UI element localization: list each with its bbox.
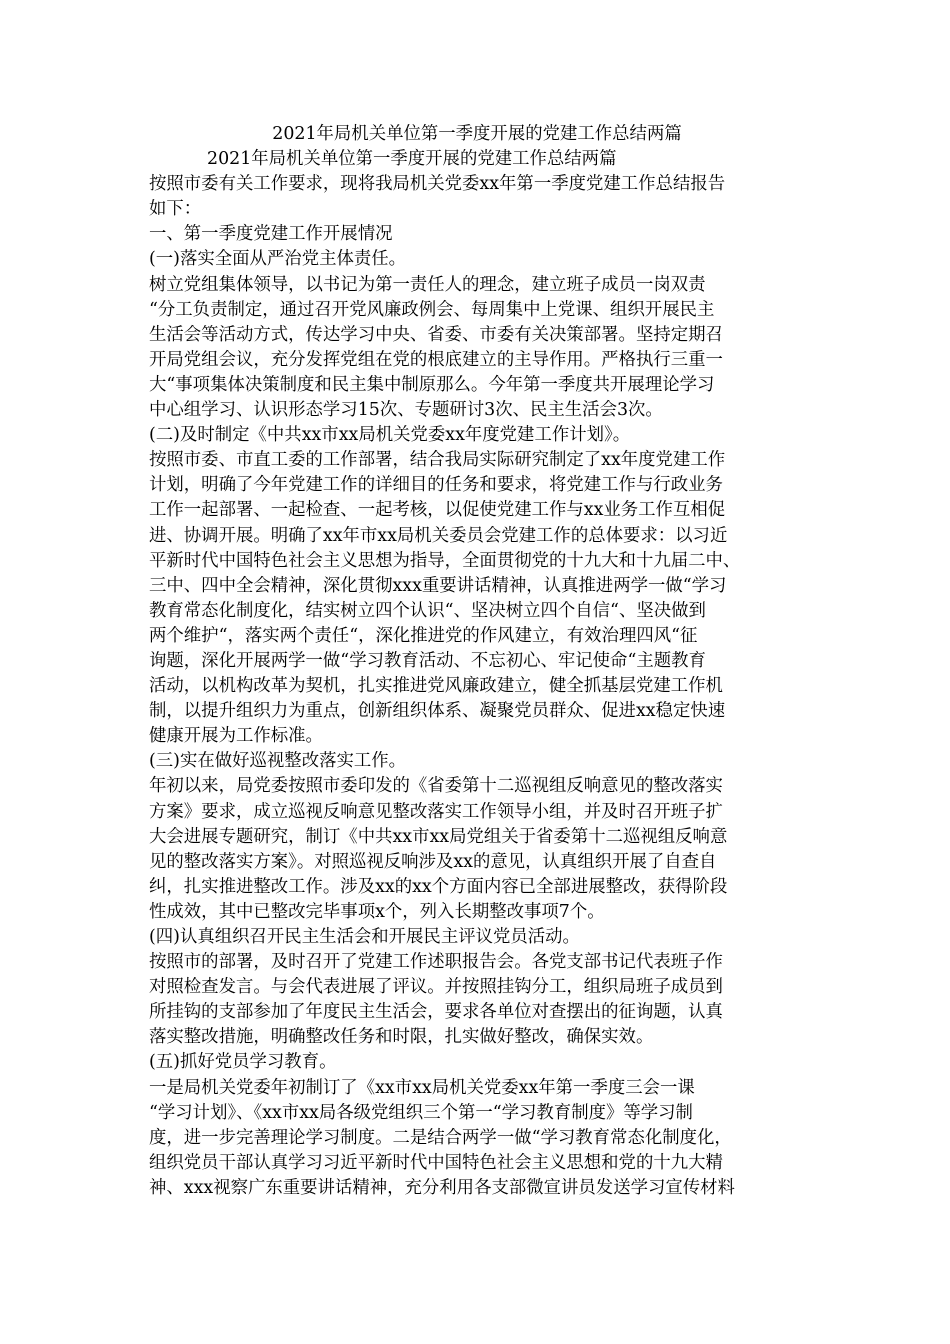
text-line: 平新时代中国特色社会主义思想为指导，全面贯彻党的十九大和十九届二中、 — [149, 550, 741, 571]
text-line: 性成效，其中已整改完毕事项x个，列入长期整改事项7个。 — [149, 901, 605, 922]
text-line: 树立党组集体领导，以书记为第一责任人的理念，建立班子成员一岗双责 — [149, 274, 706, 295]
text-line: (四)认真组织召开民主生活会和开展民主评议党员活动。 — [149, 927, 580, 947]
text-line: 大会进展专题研究，制订《中共xx市xx局党组关于省委第十二巡视组反响意 — [149, 826, 728, 847]
document-body — [149, 172, 805, 1201]
text-line: (五)抓好党员学习教育。 — [149, 1052, 337, 1073]
text-line: (一)落实全面从严治党主体责任。 — [149, 249, 407, 270]
text-line: 制，以提升组织力为重点，创新组织体系、凝聚党员群众、促进xx稳定快速 — [149, 701, 726, 722]
text-line: 大“事项集体决策制度和民主集中制原那么。今年第一季度共开展理论学习 — [149, 374, 715, 395]
document-title: 2021年局机关单位第一季度开展的党建工作总结两篇 — [272, 124, 682, 144]
text-line: (二)及时制定《中共xx市xx局机关党委xx年度党建工作计划》。 — [149, 425, 631, 446]
text-line: “学习计划》、《xx市xx局各级党组织三个第一“学习教育制度》等学习制 — [149, 1102, 693, 1123]
text-line: 度，进一步完善理论学习制度。二是结合两学一做“学习教育常态化制度化， — [149, 1127, 732, 1148]
text-line: 健康开展为工作标准。 — [149, 726, 323, 747]
text-line: 询题，深化开展两学一做“学习教育活动、不忘初心、牢记使命“主题教育 — [149, 650, 706, 671]
text-line: 落实整改措施，明确整改任务和时限，扎实做好整改，确保实效。 — [149, 1027, 654, 1048]
text-line: 工作一起部署、一起检查、一起考核，以促使党建工作与xx业务工作互相促 — [149, 500, 726, 521]
text-line: 按照市委、市直工委的工作部署，结合我局实际研究制定了xx年度党建工作 — [149, 450, 726, 471]
text-line: 按照市委有关工作要求，现将我局机关党委xx年第一季度党建工作总结报告 — [149, 174, 726, 195]
text-line: 所挂钩的支部参加了年度民主生活会，要求各单位对查摆出的征询题，认真 — [149, 1002, 723, 1023]
text-line: 两个维护“，落实两个责任“，深化推进党的作风建立，有效治理四风“征 — [149, 625, 698, 646]
text-line: 开局党组会议，充分发挥党组在党的根底建立的主导作用。严格执行三重一 — [149, 349, 723, 370]
text-line: 三中、四中全会精神，深化贯彻xxx重要讲话精神，认真推进两学一做“学习 — [149, 575, 727, 596]
text-line: 纠，扎实推进整改工作。涉及xx的xx个方面内容已全部进展整改，获得阶段 — [149, 876, 728, 897]
text-line: 神、xxx视察广东重要讲话精神，充分利用各支部微宣讲员发送学习宣传材料 — [149, 1177, 735, 1198]
document-page — [149, 122, 805, 1201]
text-line: 生活会等活动方式，传达学习中央、省委、市委有关决策部署。坚持定期召 — [149, 324, 723, 345]
text-line: 教育常态化制度化，结实树立四个认识“、坚决树立四个自信“、坚决做到 — [149, 600, 706, 621]
text-line: 一是局机关党委年初制订了《xx市xx局机关党委xx年第一季度三会一课 — [149, 1077, 695, 1098]
document-subtitle: 2021年局机关单位第一季度开展的党建工作总结两篇 — [207, 149, 617, 170]
text-line: 中心组学习、认识形态学习15次、专题研讨3次、民主生活会3次。 — [149, 400, 663, 421]
text-line: 方案》要求，成立巡视反响意见整改落实工作领导小组，并及时召开班子扩 — [149, 801, 723, 822]
text-line: 如下： — [149, 199, 202, 220]
text-line: 年初以来，局党委按照市委印发的《省委第十二巡视组反响意见的整改落实 — [149, 776, 723, 797]
text-line: 见的整改落实方案》。对照巡视反响涉及xx的意见，认真组织开展了自查自 — [149, 851, 717, 872]
text-line: 进、协调开展。明确了xx年市xx局机关委员会党建工作的总体要求：以习近 — [149, 525, 728, 546]
text-line: (三)实在做好巡视整改落实工作。 — [149, 751, 407, 772]
text-line: 组织党员干部认真学习习近平新时代中国特色社会主义思想和党的十九大精 — [149, 1152, 723, 1173]
text-line: 活动，以机构改革为契机，扎实推进党风廉政建立，健全抓基层党建工作机 — [149, 676, 723, 697]
text-line: 一、第一季度党建工作开展情况 — [149, 224, 393, 245]
text-line: 按照市的部署，及时召开了党建工作述职报告会。各党支部书记代表班子作 — [149, 952, 723, 973]
text-line: 对照检查发言。与会代表进展了评议。并按照挂钩分工，组织局班子成员到 — [149, 977, 723, 998]
text-line: “分工负责制定，通过召开党风廉政例会、每周集中上党课、组织开展民主 — [149, 299, 715, 320]
text-line: 计划，明确了今年党建工作的详细目的任务和要求，将党建工作与行政业务 — [149, 475, 723, 496]
